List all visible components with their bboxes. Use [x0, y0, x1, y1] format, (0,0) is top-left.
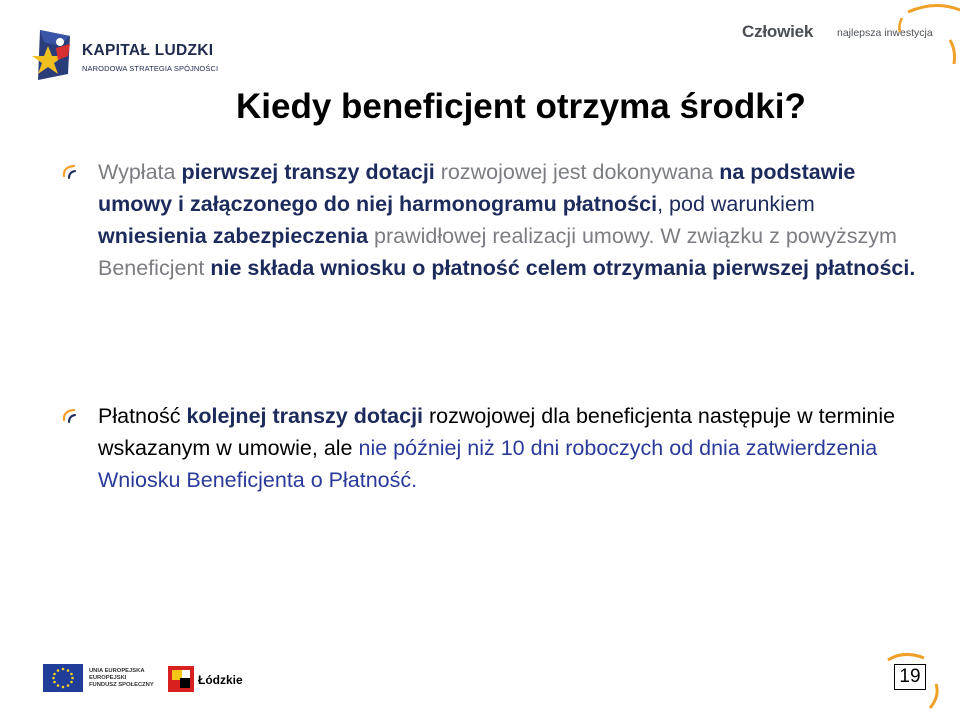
eu-line-1: UNIA EUROPEJSKA [89, 668, 145, 674]
eu-logo [43, 664, 153, 694]
bullet-2-seg-2: kolejnej transzy dotacji [186, 404, 424, 428]
kapital-ludzki-subtitle: NARODOWA STRATEGIA SPÓJNOŚCI [82, 64, 219, 73]
kapital-ludzki-emblem-icon [30, 26, 80, 84]
czlowiek-tagline: najlepsza inwestycja [837, 27, 933, 39]
czlowiek-main-text: Człowiek [742, 22, 814, 41]
bullet-1-text [98, 156, 920, 284]
orange-swirl-bullet-icon [60, 163, 78, 181]
bullet-2-seg-5: 10 dni roboczych od dnia zatwierdzenia Wniosku Beneficjenta o Płatność. [98, 436, 878, 492]
kapital-ludzki-title: KAPITAŁ LUDZKI [82, 42, 214, 59]
slide-title: Kiedy beneficjent otrzyma środki? [236, 87, 806, 126]
bullet-2-seg-4: nie później niż [358, 436, 495, 460]
eu-line-3: FUNDUSZ SPOŁECZNY [89, 682, 154, 688]
lodzkie-logo [168, 666, 248, 694]
bullet-1-seg-4: na podstawie umowy i załączonego do niej harmonogramu płatności [98, 160, 856, 216]
eu-line-2: EUROPEJSKI [89, 675, 127, 681]
bullet-1-seg-1: Wypłata [98, 160, 182, 184]
czlowiek-logo [740, 0, 960, 70]
bullet-1-seg-7: prawidłowej realizacji umowy. W związku z powyższym Beneficjent [98, 224, 897, 280]
orange-swirl-bullet-icon [60, 407, 78, 425]
kapital-ludzki-logo [30, 26, 230, 88]
bullet-2 [60, 400, 920, 496]
bullet-2-seg-3: rozwojowej dla beneficjenta następuje w terminie wskazanym w umowie, ale [98, 404, 896, 460]
orange-swoosh-icon [890, 0, 960, 70]
bullet-1-seg-6: wniesienia zabezpieczenia [98, 224, 369, 248]
eu-flag-icon [43, 664, 83, 692]
bullet-1-seg-8: nie składa wniosku o płatność celem otrzymania pierwszej płatności. [210, 256, 916, 280]
bullet-2-text [98, 400, 920, 496]
bullet-1-seg-3: rozwojowej jest dokonywana [434, 160, 720, 184]
bullet-1-seg-5: , pod warunkiem [657, 192, 815, 216]
eu-logo-text [89, 668, 154, 689]
bullet-2-seg-1: Płatność [98, 404, 187, 428]
bullet-1 [60, 156, 920, 284]
lodzkie-emblem-icon [168, 666, 194, 692]
lodzkie-text: Łódzkie [198, 673, 243, 687]
page-number-badge [880, 650, 960, 710]
bullet-1-seg-2: pierwszej transzy dotacji [181, 160, 435, 184]
page-number: 19 [894, 664, 926, 690]
